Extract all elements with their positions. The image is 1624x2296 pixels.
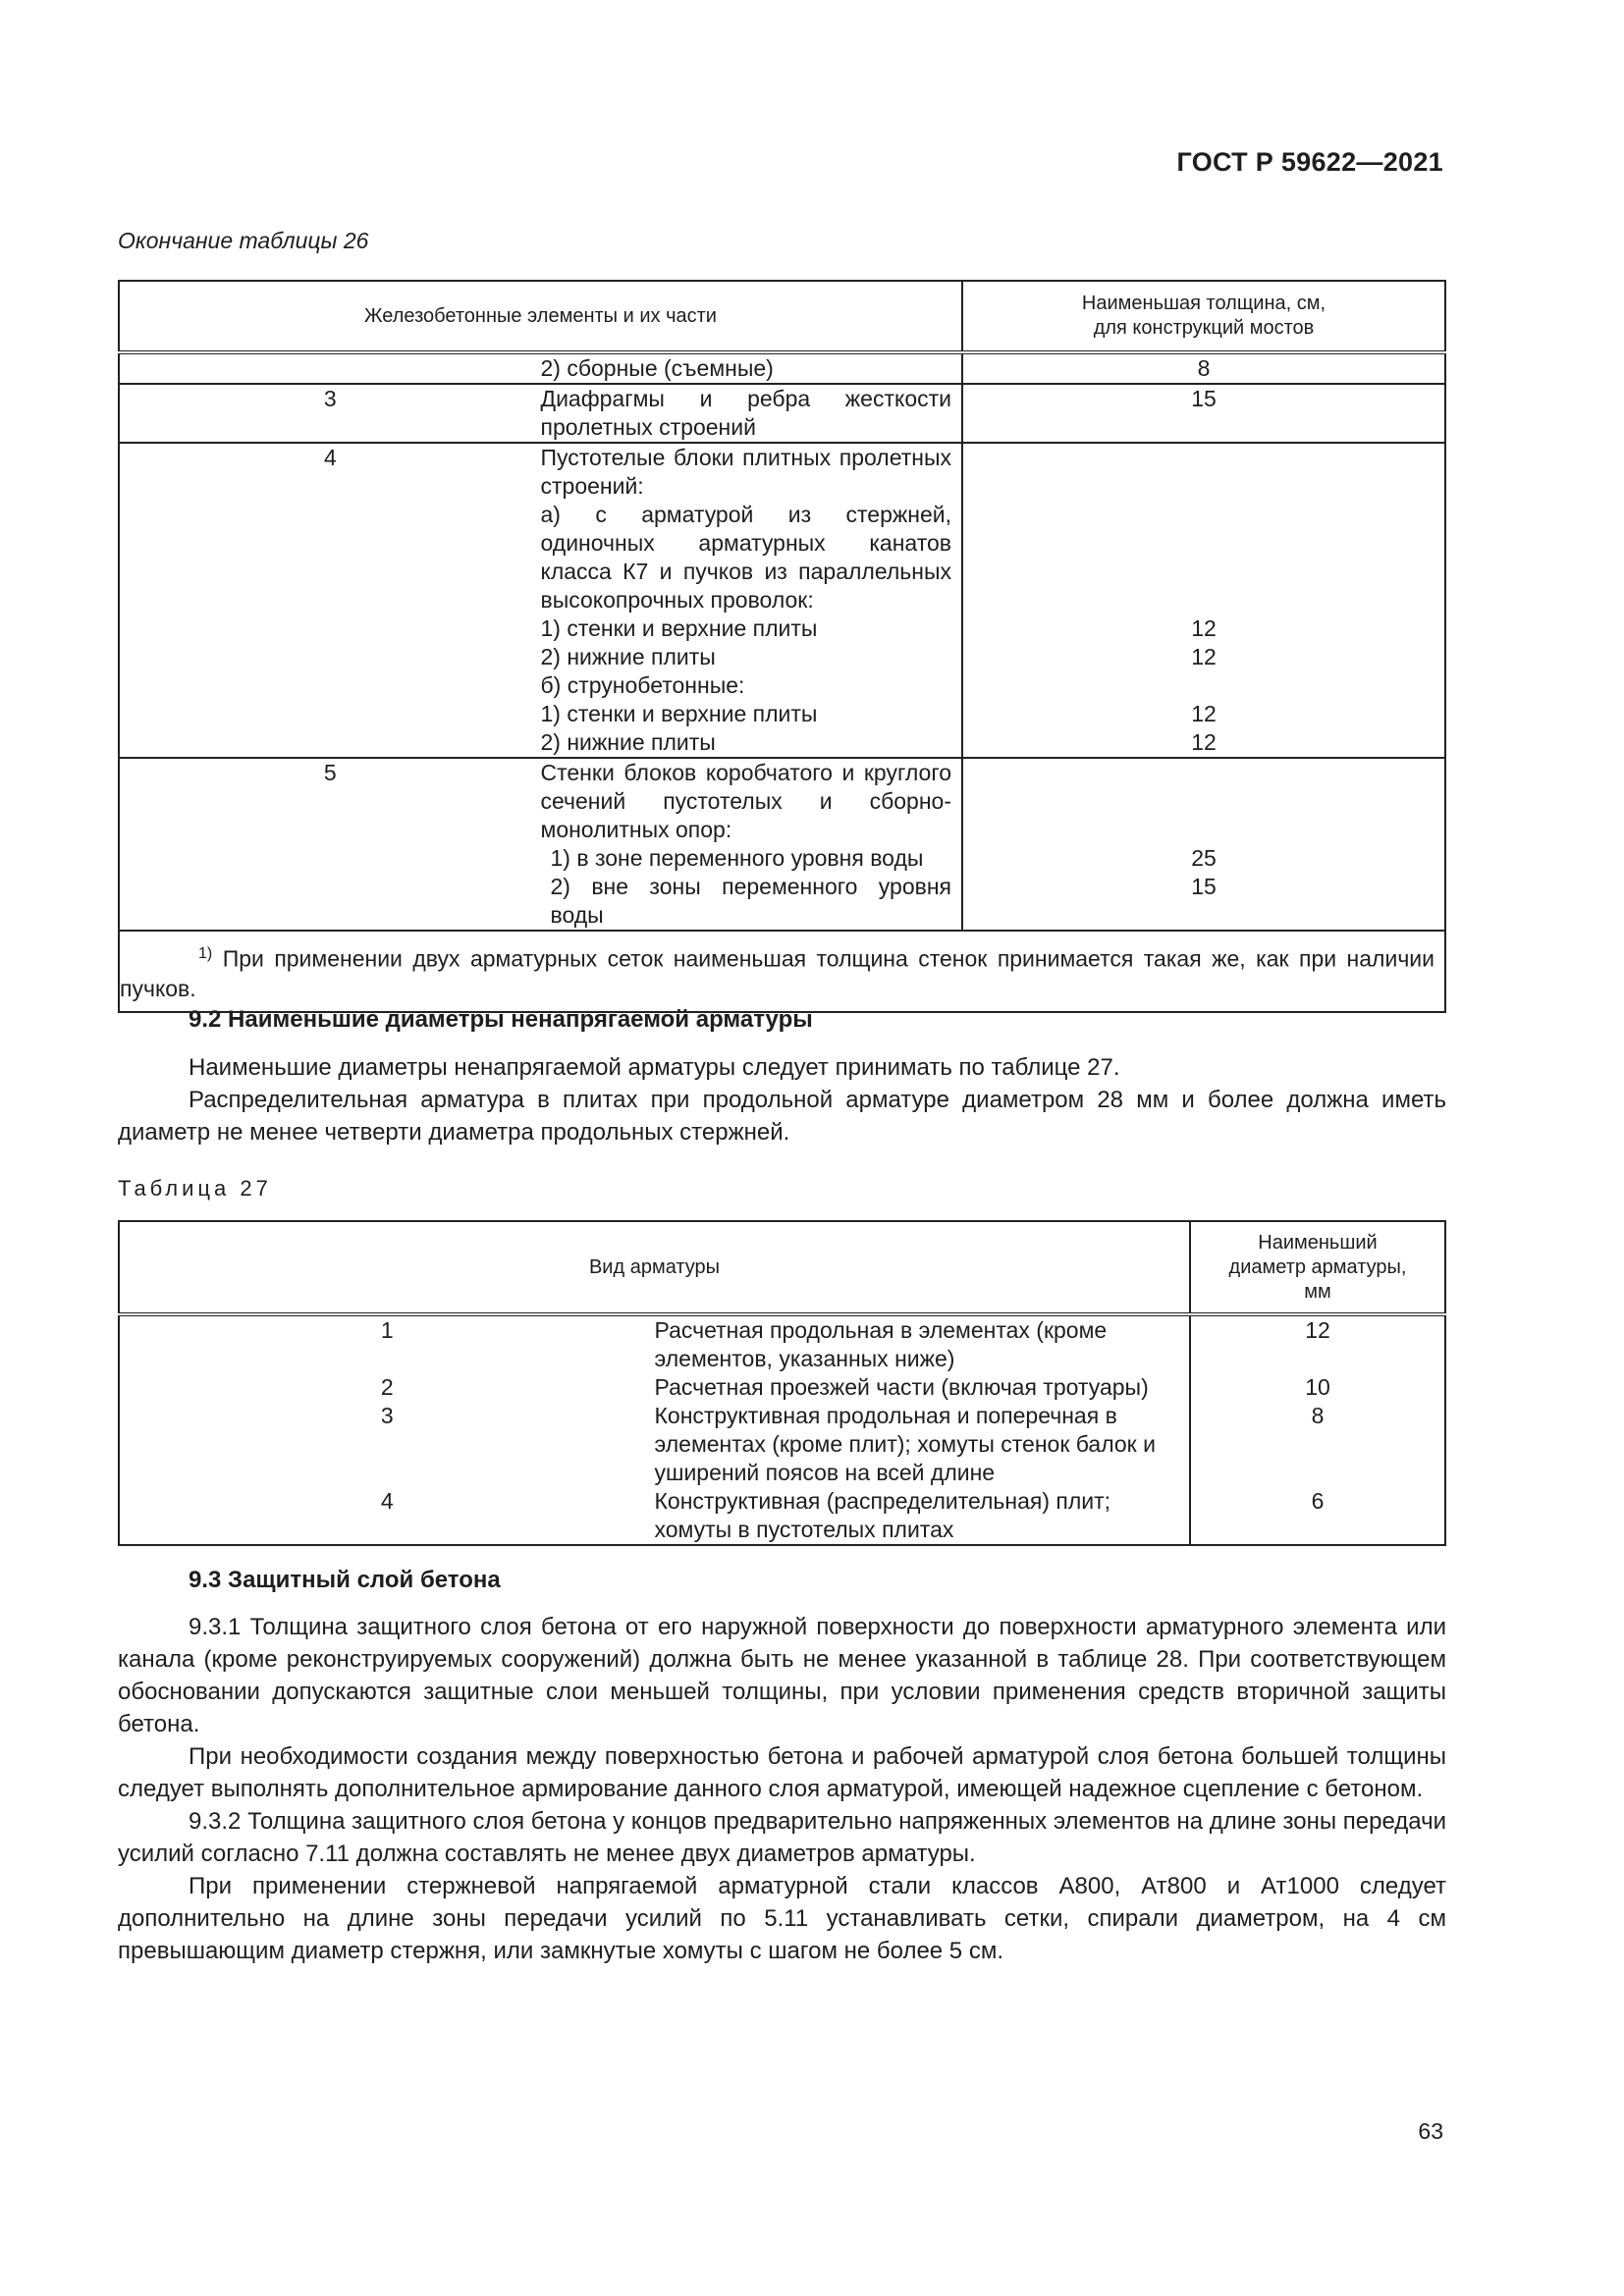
- table-row: [119, 758, 1445, 844]
- row-value: 12: [962, 614, 1445, 643]
- row-value: 8: [1190, 1402, 1445, 1487]
- table-row: [119, 384, 1445, 443]
- table-row: [119, 700, 1445, 728]
- row-number: 3: [119, 384, 541, 443]
- row-number: [119, 671, 541, 700]
- row-text: 1) в зоне переменного уровня воды: [550, 845, 924, 871]
- row-text: 2) сборные (съемные): [541, 352, 963, 384]
- row-value: [962, 671, 1445, 700]
- section-9-3-text: [118, 1611, 1446, 1967]
- row-value: 25: [962, 844, 1445, 873]
- row-number: 2: [380, 1374, 394, 1400]
- table-row: [119, 614, 1445, 643]
- table-row: [119, 728, 1445, 758]
- table-row: [119, 643, 1445, 671]
- table-row: [119, 443, 1445, 501]
- table-row: [119, 1487, 1445, 1545]
- row-text: Конструктивная (распределительная) плит; хомуты в пустотелых плитах: [654, 1488, 1111, 1542]
- table-row: [119, 1402, 1445, 1487]
- paragraph: Наименьшие диаметры ненапрягаемой арматуры следует принимать по таблице 27.: [189, 1054, 1120, 1081]
- table-26: [118, 280, 1446, 1013]
- table-footnote-row: [119, 931, 1445, 1012]
- row-text: Диафрагмы и ребра жесткости пролетных строений: [541, 384, 963, 443]
- table-row: [119, 844, 1445, 873]
- row-number: [119, 643, 541, 671]
- row-text: 1) стенки и верхние плиты: [540, 701, 818, 726]
- header-elements: Железобетонные элементы и их части: [119, 281, 962, 352]
- row-text: Расчетная продольная в элементах (кроме элементов, указанных ниже): [654, 1317, 1108, 1371]
- row-number: 4: [119, 443, 541, 501]
- table-row: [119, 1373, 1445, 1402]
- row-text: Конструктивная продольная и поперечная в элементах (кроме плит); хомуты стенок балок и уширений поясов на всей длине: [654, 1403, 1156, 1485]
- row-number: [119, 728, 541, 758]
- table-header-row: [119, 281, 1445, 352]
- section-9-2-text: [118, 1051, 1446, 1148]
- row-value: 8: [962, 352, 1445, 384]
- paragraph: 9.3.1 Толщина защитного слоя бетона от его наружной поверхности до поверхности арматурного элемента или канала (кроме реконструируемых сооружений) должна быть не менее указанной в таблице 28. При соответствующем обосновании допускаются защитные слои меньшей толщины, при условии применения средств вторичной защиты бетона.: [118, 1614, 1446, 1737]
- table-row: [119, 1314, 1445, 1373]
- table-row: [119, 352, 1445, 384]
- row-number: 1: [380, 1317, 394, 1343]
- table-row: [119, 501, 1445, 614]
- row-number: 4: [380, 1488, 394, 1514]
- table-row: [119, 873, 1445, 931]
- section-9-2-title: 9.2 Наименьшие диаметры ненапрягаемой арматуры: [189, 1006, 813, 1033]
- table-27: [118, 1220, 1446, 1546]
- table-footnote: [119, 931, 1445, 1012]
- row-number: [119, 352, 541, 384]
- page-number: 63: [1418, 2118, 1443, 2144]
- row-number: 5: [119, 758, 541, 844]
- row-number: [119, 700, 541, 728]
- row-value: [962, 758, 1445, 844]
- row-text: 2) вне зоны переменного уровня воды: [550, 874, 951, 928]
- table-continuation-caption: Окончание таблицы 26: [118, 228, 369, 253]
- row-value: 6: [1190, 1487, 1445, 1545]
- row-number: [119, 844, 541, 873]
- row-value: 12: [962, 700, 1445, 728]
- document-id: ГОСТ Р 59622—2021: [1176, 147, 1443, 177]
- row-text: б) струнобетонные:: [540, 672, 745, 698]
- row-text: а) с арматурой из стержней, одиночных арматурных канатов класса К7 и пучков из параллельных высокопрочных проволок:: [540, 502, 951, 613]
- table-27-label: Таблица 27: [118, 1176, 272, 1201]
- row-text: 2) нижние плиты: [540, 644, 716, 669]
- row-number: [119, 501, 541, 614]
- row-value: 15: [962, 873, 1445, 931]
- header-type: Вид арматуры: [119, 1221, 1190, 1314]
- row-value: 12: [1190, 1314, 1445, 1373]
- table-row: [119, 671, 1445, 700]
- header-thickness-line1: Наименьшая толщина, см,: [1081, 293, 1326, 314]
- row-value: 12: [962, 728, 1445, 758]
- paragraph: При необходимости создания между поверхностью бетона и рабочей арматурой слоя бетона большей толщины следует выполнять дополнительное армирование данного слоя арматурой, имеющей надежное сцепление с бетоном.: [118, 1743, 1446, 1802]
- header-diameter: [1190, 1221, 1445, 1314]
- row-text: Расчетная проезжей части (включая тротуары): [654, 1374, 1149, 1400]
- header-diameter-line2: диаметр арматуры,: [1228, 1255, 1407, 1278]
- header-thickness: [962, 281, 1445, 352]
- row-text: 2) нижние плиты: [540, 729, 716, 755]
- section-9-3-title: 9.3 Защитный слой бетона: [189, 1567, 501, 1593]
- row-value: 15: [962, 384, 1445, 443]
- row-number: 3: [380, 1403, 394, 1428]
- row-number: [119, 873, 541, 931]
- footnote-mark: 1): [198, 945, 213, 962]
- row-value: 10: [1190, 1373, 1445, 1402]
- row-value: 12: [962, 643, 1445, 671]
- paragraph: При применении стержневой напрягаемой арматурной стали классов А800, Ат800 и Ат1000 следует дополнительно на длине зоны передачи усилий по 5.11 устанавливать сетки, спирали диаметром, на 4 см превышающим диаметр стержня, или замкнутые хомуты с шагом не более 5 см.: [118, 1873, 1446, 1964]
- row-text: 1) стенки и верхние плиты: [540, 615, 818, 641]
- paragraph: 9.3.2 Толщина защитного слоя бетона у концов предварительно напряженных элементов на длине зоны передачи усилий согласно 7.11 должна составлять не менее двух диаметров арматуры.: [118, 1808, 1446, 1867]
- table-header-row: [119, 1221, 1445, 1314]
- header-thickness-line2: для конструкций мостов: [1093, 317, 1315, 339]
- paragraph: Распределительная арматура в плитах при продольной арматуре диаметром 28 мм и более должна иметь диаметр не менее четверти диаметра продольных стержней.: [118, 1087, 1446, 1146]
- footnote-text: При применении двух арматурных сеток наименьшая толщина стенок принимается такая же, как при наличии пучков.: [120, 945, 1435, 1001]
- row-text: Стенки блоков коробчатого и круглого сечений пустотелых и сборно-монолитных опор:: [541, 758, 963, 844]
- header-diameter-line3: мм: [1304, 1280, 1331, 1303]
- header-diameter-line1: Наименьший: [1258, 1231, 1378, 1254]
- row-value: [962, 501, 1445, 614]
- row-number: [119, 614, 541, 643]
- row-value: [962, 443, 1445, 501]
- row-text: Пустотелые блоки плитных пролетных строений:: [541, 443, 963, 501]
